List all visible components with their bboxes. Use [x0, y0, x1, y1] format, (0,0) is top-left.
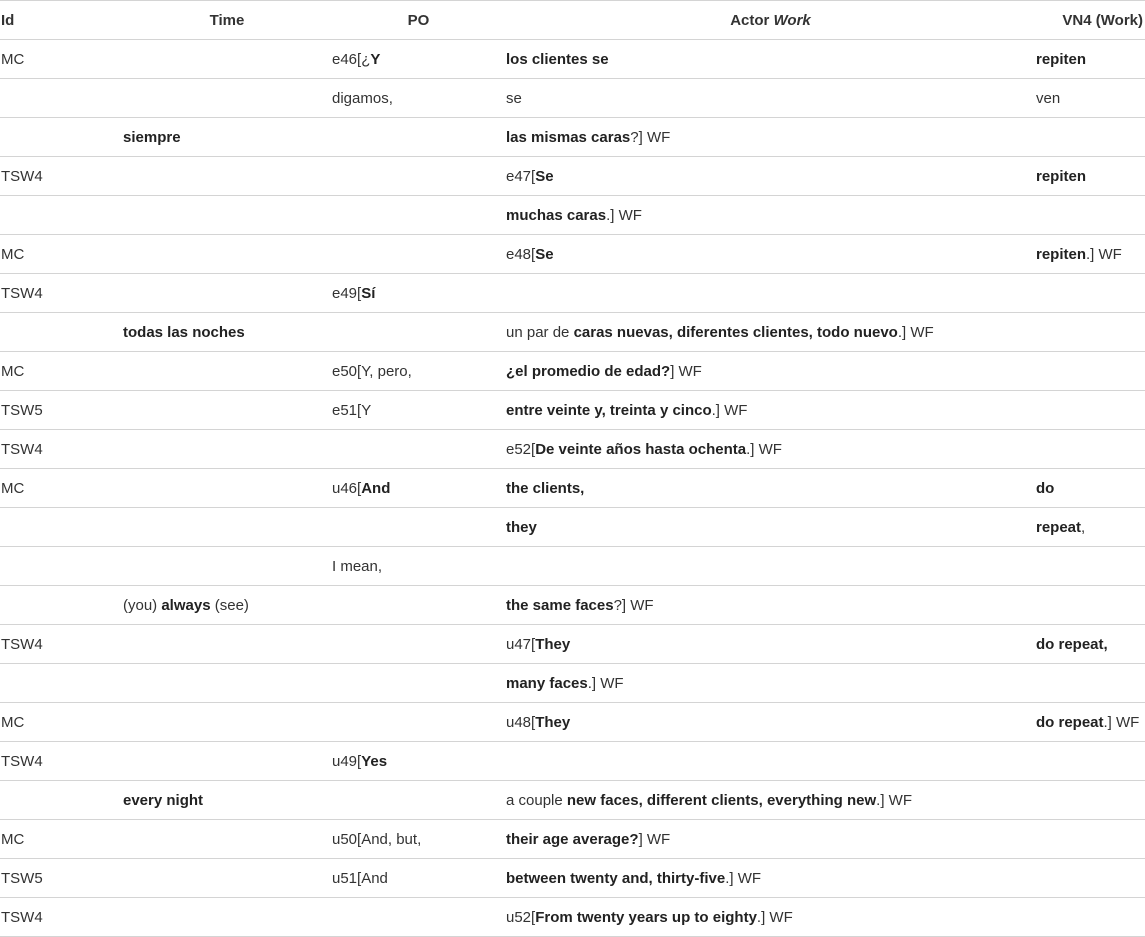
table-row [0, 430, 1145, 469]
text-segment: digamos, [332, 89, 393, 107]
text-segment: (see) [210, 596, 249, 614]
speaker-id: TSW4 [1, 908, 43, 926]
table-row [0, 157, 1145, 196]
cell-po [331, 235, 505, 274]
bold-segment: muchas caras [506, 206, 607, 224]
cell-vn4 [1035, 898, 1145, 937]
cell-actor [505, 157, 1035, 196]
table-row [0, 508, 1145, 547]
header-row [0, 1, 1145, 40]
cell-vn4 [1035, 469, 1145, 508]
cell-actor [505, 352, 1035, 391]
cell-vn4 [1035, 196, 1145, 235]
header-actor-label: Actor [730, 11, 774, 29]
text-segment: e52[ [506, 440, 536, 458]
cell-time [122, 235, 331, 274]
text-segment: ] WF [670, 362, 702, 380]
table-row [0, 313, 1145, 352]
cell-po [331, 664, 505, 703]
cell-actor [505, 508, 1035, 547]
cell-po [331, 40, 505, 79]
header-actor [505, 1, 1035, 40]
cell-po [331, 781, 505, 820]
table-row [0, 547, 1145, 586]
cell-id [0, 274, 122, 313]
table-body [0, 40, 1145, 937]
speaker-id: TSW5 [1, 401, 43, 419]
text-segment: ?] WF [630, 128, 671, 146]
cell-id [0, 898, 122, 937]
cell-time [122, 391, 331, 430]
text-segment: .] WF [711, 401, 748, 419]
text-segment: .] WF [1086, 245, 1122, 263]
cell-id [0, 391, 122, 430]
text-segment: .] WF [725, 869, 762, 887]
cell-actor [505, 40, 1035, 79]
cell-actor [505, 781, 1035, 820]
cell-time [122, 508, 331, 547]
table-row [0, 352, 1145, 391]
cell-vn4 [1035, 40, 1145, 79]
cell-id [0, 118, 122, 157]
text-segment: u48[ [506, 713, 536, 731]
table-row [0, 391, 1145, 430]
cell-time [122, 157, 331, 196]
cell-time [122, 820, 331, 859]
text-segment: e50[Y, pero, [332, 362, 412, 380]
cell-actor [505, 586, 1035, 625]
cell-time [122, 586, 331, 625]
bold-segment: Sí [361, 284, 376, 302]
speaker-id: MC [1, 50, 25, 68]
cell-po [331, 157, 505, 196]
bold-segment: entre veinte y, treinta y cinco [506, 401, 712, 419]
cell-po [331, 274, 505, 313]
speaker-id: TSW5 [1, 869, 43, 887]
cell-time [122, 625, 331, 664]
table-header [0, 1, 1145, 40]
bold-segment: every night [123, 791, 204, 809]
cell-actor [505, 79, 1035, 118]
text-segment: .] WF [606, 206, 642, 224]
speaker-id: TSW4 [1, 635, 43, 653]
cell-po [331, 391, 505, 430]
cell-id [0, 313, 122, 352]
cell-actor [505, 898, 1035, 937]
cell-vn4 [1035, 235, 1145, 274]
cell-time [122, 742, 331, 781]
text-segment: ven [1036, 89, 1061, 107]
cell-time [122, 40, 331, 79]
cell-id [0, 469, 122, 508]
cell-time [122, 898, 331, 937]
table-row [0, 40, 1145, 79]
speaker-id: TSW4 [1, 752, 43, 770]
speaker-id: MC [1, 362, 25, 380]
cell-vn4 [1035, 664, 1145, 703]
text-segment: ?] WF [613, 596, 654, 614]
cell-po [331, 898, 505, 937]
table-row [0, 898, 1145, 937]
text-segment: .] WF [756, 908, 793, 926]
bold-segment: do repeat, [1036, 635, 1108, 653]
bold-segment: los clientes se [506, 50, 609, 68]
table-row [0, 274, 1145, 313]
bold-segment: repiten [1036, 50, 1087, 68]
cell-vn4 [1035, 274, 1145, 313]
text-segment: a couple [506, 791, 567, 809]
cell-vn4 [1035, 430, 1145, 469]
cell-actor [505, 820, 1035, 859]
bold-segment: do repeat [1036, 713, 1104, 731]
cell-time [122, 859, 331, 898]
text-segment: ] WF [638, 830, 671, 848]
cell-actor [505, 742, 1035, 781]
bold-segment: Se [535, 245, 554, 263]
speaker-id: TSW4 [1, 284, 43, 302]
cell-time [122, 547, 331, 586]
bold-segment: many faces [506, 674, 588, 692]
text-segment: u52[ [506, 908, 536, 926]
table-row [0, 781, 1145, 820]
cell-po [331, 859, 505, 898]
cell-id [0, 352, 122, 391]
table-row [0, 196, 1145, 235]
cell-time [122, 703, 331, 742]
cell-actor [505, 274, 1035, 313]
text-segment: se [506, 89, 522, 107]
speaker-id: MC [1, 245, 25, 263]
cell-vn4 [1035, 313, 1145, 352]
cell-id [0, 820, 122, 859]
cell-po [331, 430, 505, 469]
cell-vn4 [1035, 703, 1145, 742]
cell-id [0, 430, 122, 469]
text-segment: .] WF [897, 323, 934, 341]
header-time: Time [122, 1, 331, 40]
cell-actor [505, 703, 1035, 742]
speaker-id: TSW4 [1, 167, 43, 185]
text-segment: e51[Y [332, 401, 372, 419]
text-segment: u47[ [506, 635, 536, 653]
cell-po [331, 625, 505, 664]
bold-segment: they [506, 518, 537, 536]
cell-vn4 [1035, 391, 1145, 430]
cell-actor [505, 391, 1035, 430]
cell-time [122, 352, 331, 391]
text-segment: , [1081, 518, 1086, 536]
cell-id [0, 508, 122, 547]
cell-po [331, 820, 505, 859]
cell-po [331, 586, 505, 625]
cell-po [331, 118, 505, 157]
table-row [0, 703, 1145, 742]
cell-actor [505, 196, 1035, 235]
table-row [0, 586, 1145, 625]
cell-vn4 [1035, 859, 1145, 898]
cell-id [0, 547, 122, 586]
cell-vn4 [1035, 547, 1145, 586]
cell-time [122, 664, 331, 703]
text-segment: e48[ [506, 245, 536, 263]
cell-actor [505, 547, 1035, 586]
cell-id [0, 625, 122, 664]
cell-vn4 [1035, 625, 1145, 664]
table-row [0, 859, 1145, 898]
bold-segment: And [361, 479, 391, 497]
bold-segment: todas las noches [123, 323, 245, 341]
bold-segment: repeat [1036, 518, 1082, 536]
text-segment: .] WF [876, 791, 912, 809]
cell-actor [505, 313, 1035, 352]
bold-segment: Y [370, 50, 381, 68]
speaker-id: MC [1, 479, 25, 497]
bold-segment: From twenty years up to eighty [535, 908, 757, 926]
cell-actor [505, 469, 1035, 508]
text-segment: e47[ [506, 167, 536, 185]
bold-segment: Yes [361, 752, 388, 770]
cell-po [331, 196, 505, 235]
cell-id [0, 859, 122, 898]
table-row [0, 118, 1145, 157]
cell-vn4 [1035, 157, 1145, 196]
text-segment: I mean, [332, 557, 383, 575]
text-segment: .] WF [746, 440, 782, 458]
speaker-id: MC [1, 830, 25, 848]
table-row [0, 235, 1145, 274]
cell-actor [505, 664, 1035, 703]
cell-id [0, 235, 122, 274]
cell-actor [505, 859, 1035, 898]
bold-segment: their age average? [506, 830, 639, 848]
bold-segment: They [535, 635, 571, 653]
bold-segment: repiten [1036, 245, 1087, 263]
cell-po [331, 352, 505, 391]
table-row [0, 742, 1145, 781]
bold-segment: do [1036, 479, 1055, 497]
table-row [0, 79, 1145, 118]
text-segment: u46[ [332, 479, 362, 497]
cell-po [331, 313, 505, 352]
text-segment: u49[ [332, 752, 362, 770]
speaker-id: MC [1, 713, 25, 731]
cell-vn4 [1035, 586, 1145, 625]
cell-time [122, 313, 331, 352]
bold-segment: the same faces [506, 596, 614, 614]
cell-time [122, 196, 331, 235]
cell-vn4 [1035, 508, 1145, 547]
cell-vn4 [1035, 352, 1145, 391]
header-id: Id [0, 1, 122, 40]
cell-po [331, 703, 505, 742]
cell-vn4 [1035, 781, 1145, 820]
cell-vn4 [1035, 742, 1145, 781]
header-actor-italic: Work [773, 11, 811, 29]
cell-po [331, 508, 505, 547]
text-segment: u51[And [332, 869, 388, 887]
bold-segment: new faces, different clients, everything new [566, 791, 877, 809]
cell-actor [505, 430, 1035, 469]
bold-segment: repiten [1036, 167, 1087, 185]
cell-id [0, 157, 122, 196]
cell-actor [505, 625, 1035, 664]
cell-id [0, 781, 122, 820]
cell-actor [505, 118, 1035, 157]
cell-po [331, 79, 505, 118]
cell-po [331, 469, 505, 508]
text-segment: .] WF [1103, 713, 1140, 731]
table-row [0, 625, 1145, 664]
cell-id [0, 742, 122, 781]
text-segment: (you) [123, 596, 162, 614]
text-segment: .] WF [587, 674, 624, 692]
cell-time [122, 430, 331, 469]
bold-segment: between twenty and, thirty-five [506, 869, 726, 887]
cell-po [331, 742, 505, 781]
text-segment: un par de [506, 323, 574, 341]
cell-id [0, 703, 122, 742]
cell-vn4 [1035, 118, 1145, 157]
table-row [0, 664, 1145, 703]
table-row [0, 469, 1145, 508]
speaker-id: TSW4 [1, 440, 43, 458]
bold-segment: Se [535, 167, 554, 185]
cell-id [0, 196, 122, 235]
bold-segment: They [535, 713, 571, 731]
cell-id [0, 664, 122, 703]
bold-segment: ¿el promedio de edad? [506, 362, 671, 380]
cell-vn4 [1035, 79, 1145, 118]
text-segment: u50[And, but, [332, 830, 422, 848]
cell-id [0, 40, 122, 79]
bold-segment: las mismas caras [506, 128, 631, 146]
cell-time [122, 118, 331, 157]
bold-segment: De veinte años hasta ochenta [535, 440, 747, 458]
cell-time [122, 469, 331, 508]
bold-segment: always [161, 596, 211, 614]
cell-time [122, 781, 331, 820]
header-vn4: VN4 (Work) [1035, 1, 1145, 40]
cell-time [122, 274, 331, 313]
cell-actor [505, 235, 1035, 274]
cell-po [331, 547, 505, 586]
text-segment: e46[¿ [332, 50, 371, 68]
cell-id [0, 79, 122, 118]
table-row [0, 820, 1145, 859]
bold-segment: siempre [123, 128, 181, 146]
cell-id [0, 586, 122, 625]
bold-segment: the clients, [506, 479, 585, 497]
cell-vn4 [1035, 820, 1145, 859]
bold-segment: caras nuevas, diferentes clientes, todo nuevo [573, 323, 898, 341]
text-segment: e49[ [332, 284, 362, 302]
cell-time [122, 79, 331, 118]
header-po: PO [331, 1, 505, 40]
